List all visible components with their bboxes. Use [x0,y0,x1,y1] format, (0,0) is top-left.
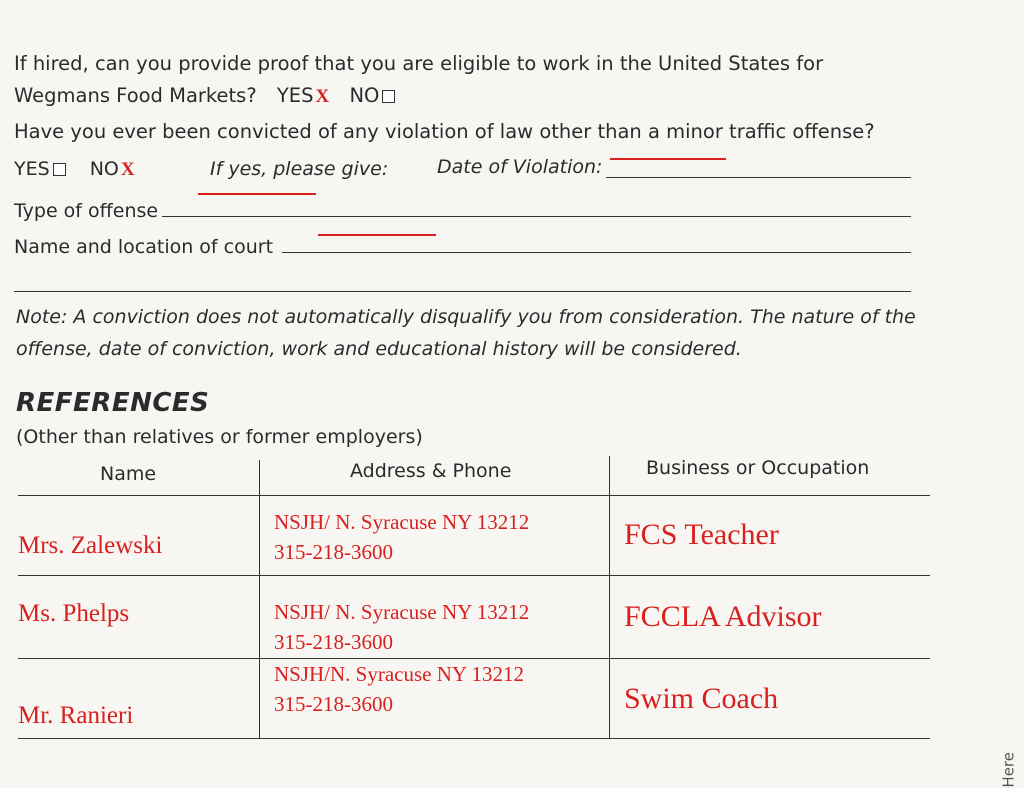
note-line2: offense, date of conviction, work and educational history will be considered. [16,338,742,360]
column-header-occupation: Business or Occupation [646,457,870,479]
reference-3-name[interactable]: Mr. Ranieri [18,702,134,729]
reference-2-name[interactable]: Ms. Phelps [18,600,130,627]
eligibility-yes-checkbox[interactable]: X [315,86,330,107]
eligibility-question-line1: If hired, can you provide proof that you are eligible to work in the United States for [14,52,824,75]
conviction-yes-label: YES [14,158,50,180]
red-mark-line [198,193,316,195]
conviction-answer-row [14,158,135,181]
conviction-no-checkbox[interactable]: X [120,159,135,180]
reference-2-occupation[interactable]: FCCLA Advisor [624,600,822,633]
eligibility-yes-label: YES [276,84,314,107]
date-of-violation-label: Date of Violation: [437,156,603,178]
reference-1-phone[interactable]: 315-218-3600 [274,540,393,564]
conviction-yes-checkbox[interactable] [53,163,66,176]
table-rule [18,738,930,739]
reference-1-address[interactable]: NSJH/ N. Syracuse NY 13212 [274,510,530,534]
table-divider [259,460,260,738]
reference-3-occupation[interactable]: Swim Coach [624,682,779,715]
column-header-name: Name [100,463,157,485]
column-header-address: Address & Phone [350,460,512,482]
reference-1-occupation[interactable]: FCS Teacher [624,518,779,551]
red-mark-line [318,234,436,236]
reference-2-address[interactable]: NSJH/ N. Syracuse NY 13212 [274,600,530,624]
note-line1: Note: A conviction does not automatically disqualify you from consideration. The nature of the [16,306,916,328]
conviction-question: Have you ever been convicted of any violation of law other than a minor traffic offense? [14,120,875,143]
conviction-if-yes: If yes, please give: [210,158,389,180]
references-heading: REFERENCES [16,388,210,418]
court-field[interactable] [282,252,911,253]
eligibility-question-line2 [14,84,395,108]
table-divider [609,456,610,738]
date-of-violation-field[interactable] [606,177,911,178]
conviction-no-label: NO [89,158,119,180]
red-mark-line [610,158,726,160]
reference-3-address[interactable]: NSJH/N. Syracuse NY 13212 [274,662,525,686]
references-subheading: (Other than relatives or former employers) [16,426,423,448]
reference-1-name[interactable]: Mrs. Zalewski [18,532,163,559]
table-rule [18,495,930,496]
court-field-continued[interactable] [14,291,911,292]
table-rule [18,658,930,659]
eligibility-question-text: Wegmans Food Markets? [14,84,257,107]
eligibility-no-label: NO [349,84,380,107]
reference-2-phone[interactable]: 315-218-3600 [274,630,393,654]
table-rule [18,575,930,576]
eligibility-no-checkbox[interactable] [382,90,395,103]
reference-3-phone[interactable]: 315-218-3600 [274,692,393,716]
court-label: Name and location of court [14,236,274,258]
type-of-offense-label: Type of offense [14,200,159,222]
type-of-offense-field[interactable] [162,216,911,217]
margin-text: Here [1000,752,1018,788]
